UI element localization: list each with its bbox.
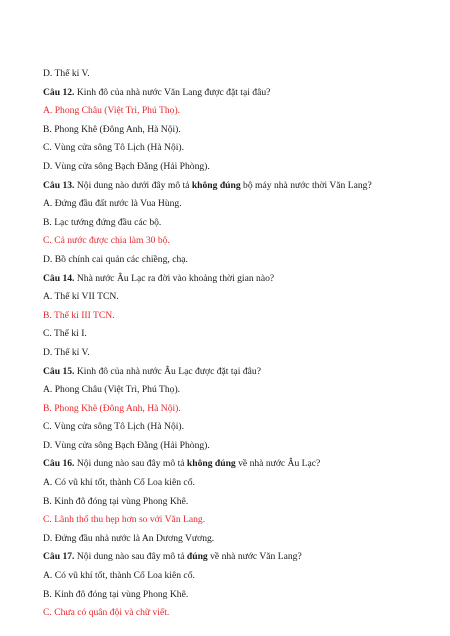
- question-text: bộ máy nhà nước thời Văn Lang?: [240, 179, 372, 191]
- answer-option: B. Kinh đô đóng tại vùng Phong Khê.: [43, 588, 189, 600]
- question-number: Câu 16.: [43, 458, 75, 470]
- question-text: Nhà nước Âu Lạc ra đời vào khoảng thời gian nào?: [74, 272, 275, 284]
- answer-option: A. Có vũ khí tốt, thành Cổ Loa kiên cố.: [43, 570, 195, 582]
- question-number: Câu 13.: [43, 179, 75, 191]
- answer-option: D. Thế kỉ V.: [43, 68, 90, 79]
- question-emphasis: đúng: [186, 551, 208, 563]
- answer-option: C. Vùng cửa sông Tô Lịch (Hà Nội).: [43, 142, 185, 154]
- question-emphasis: không đúng: [186, 458, 236, 470]
- question-text: Nội dung nào dưới đây mô tả: [74, 179, 192, 191]
- answer-option: D. Vùng cửa sông Bạch Đằng (Hải Phòng).: [43, 160, 210, 172]
- question-number: Câu 14.: [43, 272, 75, 284]
- question-text: về nhà nước Văn Lang?: [207, 551, 302, 563]
- question-line: [43, 270, 430, 289]
- answer-option: A. Có vũ khí tốt, thành Cổ Loa kiên cố.: [43, 477, 195, 489]
- answer-option: D. Bồ chính cai quản các chiềng, chạ.: [43, 253, 188, 265]
- question-text: Kinh đô của nhà nước Văn Lang được đặt tại đâu?: [74, 86, 271, 98]
- question-line: [43, 548, 430, 567]
- question-text: Nội dung nào sau đây mô tả: [74, 551, 187, 563]
- answer-option: B. Kinh đô đóng tại vùng Phong Khê.: [43, 495, 189, 507]
- question-line: [43, 84, 430, 103]
- answer-option-correct: B. Thế kỉ III TCN.: [43, 309, 115, 321]
- question-number: Câu 15.: [43, 365, 75, 377]
- question-emphasis: không đúng: [191, 179, 241, 191]
- answer-option: C. Vùng cửa sông Tô Lịch (Hà Nội).: [43, 421, 185, 433]
- answer-option: D. Đứng đầu nhà nước là An Dương Vương.: [43, 532, 215, 544]
- answer-option: B. Lạc tướng đứng đầu các bộ.: [43, 216, 162, 228]
- answer-option: D. Thế kỉ V.: [43, 346, 90, 358]
- question-line: [43, 455, 430, 474]
- answer-option: A. Phong Châu (Việt Trì, Phú Thọ).: [43, 384, 181, 396]
- question-number: Câu 17.: [43, 551, 75, 563]
- question-text: về nhà nước Âu Lạc?: [235, 458, 321, 470]
- answer-option-correct: B. Phong Khê (Đông Anh, Hà Nội).: [43, 402, 181, 414]
- answer-option: B. Phong Khê (Đông Anh, Hà Nội).: [43, 123, 181, 135]
- answer-option-correct: C. Lãnh thổ thu hẹp hơn so với Văn Lang.: [43, 514, 206, 526]
- question-text: Kinh đô của nhà nước Âu Lạc được đặt tại đâu?: [74, 365, 261, 377]
- question-number: Câu 12.: [43, 86, 75, 98]
- answer-option-correct: A. Phong Châu (Việt Trì, Phú Thọ).: [43, 105, 181, 117]
- answer-option-correct: C. Chưa có quân đội và chữ viết.: [43, 607, 170, 619]
- answer-option: D. Vùng cửa sông Bạch Đằng (Hải Phòng).: [43, 439, 210, 451]
- question-line: [43, 363, 430, 382]
- answer-option: A. Thế kỉ VII TCN.: [43, 291, 119, 303]
- question-text: Nội dung nào sau đây mô tả: [74, 458, 187, 470]
- answer-option-correct: C. Cả nước được chia làm 30 bộ.: [43, 235, 170, 247]
- quiz-content: [43, 65, 430, 623]
- question-line: [43, 177, 430, 196]
- answer-option: A. Đứng đầu đất nước là Vua Hùng.: [43, 198, 182, 210]
- answer-option: C. Thế kỉ I.: [43, 328, 87, 340]
